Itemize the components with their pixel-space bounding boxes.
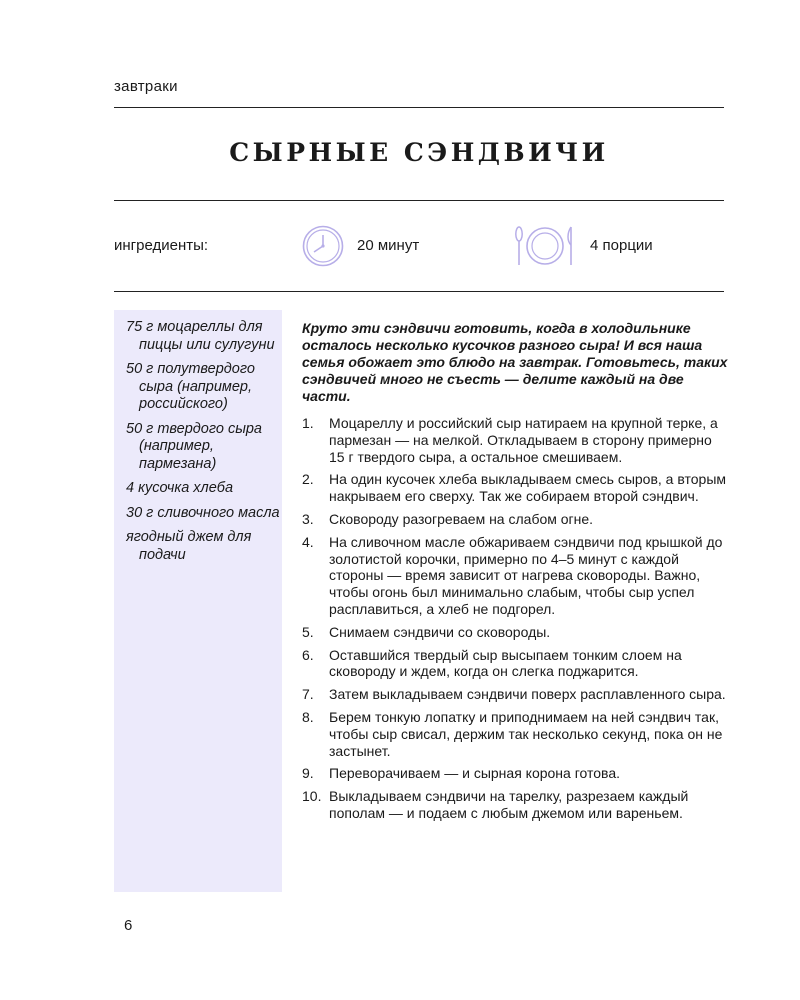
plate-cutlery-icon: [513, 225, 577, 267]
step-item: [302, 788, 728, 822]
page-title: СЫРНЫЕ СЭНДВИЧИ: [229, 138, 609, 167]
step-number: 4.: [302, 533, 314, 550]
intro-text: Круто эти сэндвичи готовить, когда в холодильнике осталось несколько кусочков разного сыра! И вся наша семья обожает это блюдо на завтрак. Готовьтесь, таких сэндвичей много не съесть — делите каждый на две части.: [302, 320, 728, 404]
step-text: Снимаем сэндвичи со сковороды.: [329, 623, 551, 640]
step-item: [302, 415, 728, 465]
ingredient-item: 4 кусочка хлеба: [126, 480, 234, 496]
step-item: [302, 709, 728, 759]
step-text: Затем выкладываем сэндвичи поверх расплавленного сыра.: [329, 686, 726, 703]
ingredient-item: 30 г сливочного масла: [126, 504, 280, 521]
step-item: [302, 765, 728, 782]
ingredient-item: 50 г твердого сыра (например, пармезана): [126, 420, 263, 472]
step-number: 3.: [302, 510, 314, 527]
cooking-time: 20 минут: [357, 237, 420, 254]
step-item: [302, 534, 728, 618]
step-number: 10.: [302, 788, 322, 805]
clock-icon: [302, 225, 344, 267]
ingredient-item: 50 г полутвердого сыра (например, российского): [126, 361, 255, 412]
step-item: [302, 511, 728, 528]
step-item: [302, 686, 728, 703]
step-number: 7.: [302, 686, 314, 703]
step-number: 2.: [302, 471, 314, 488]
step-list: [302, 415, 728, 822]
ingredient-item: ягодный джем для подачи: [126, 529, 252, 563]
step-number: 9.: [302, 765, 314, 782]
step-text: Оставшийся твердый сыр высыпаем тонким слоем на сковороду и ждем, когда он слегка поджарится.: [329, 646, 682, 680]
step-number: 6.: [302, 646, 314, 663]
step-number: 5.: [302, 623, 314, 640]
step-text: На сливочном масле обжариваем сэндвичи под крышкой до золотистой корочки, примерно по 4–5 минут с каждой стороны — время зависит от нагрева сковороды. Важно, чтобы огонь был минимально слабым, чтобы сыр успел расплавиться, а хлеб не подгорел.: [329, 533, 723, 617]
divider-title: [114, 200, 724, 201]
section-label: завтраки: [114, 78, 178, 95]
step-text: Переворачиваем — и сырная корона готова.: [329, 765, 620, 782]
step-text: Моцареллу и российский сыр натираем на крупной терке, а пармезан — на мелкой. Откладываем в сторону примерно 15 г твердого сыра, а остальное смешиваем.: [329, 415, 718, 465]
step-text: Берем тонкую лопатку и приподнимаем на ней сэндвич так, чтобы сыр свисал, держим так несколько секунд, пока он не застынет.: [329, 708, 723, 759]
step-text: Сковороду разогреваем на слабом огне.: [329, 510, 594, 527]
recipe-body: [302, 320, 728, 828]
step-number: 1.: [302, 415, 314, 431]
ingredients-label: ингредиенты:: [114, 237, 209, 254]
page-number: 6: [124, 917, 133, 934]
step-item: [302, 647, 728, 681]
step-text: На один кусочек хлеба выкладываем смесь сыров, а вторым накрываем его сверху. Так же собираем второй сэндвич.: [329, 471, 727, 505]
step-item: [302, 624, 728, 641]
ingredient-list: [114, 310, 282, 564]
step-number: 8.: [302, 708, 314, 725]
divider-top: [114, 107, 724, 108]
step-item: [302, 471, 728, 505]
ingredient-item: 75 г моцареллы для пиццы или сулугуни: [126, 319, 275, 353]
ingredients-panel: [114, 310, 282, 892]
servings: 4 порции: [590, 237, 653, 254]
divider-info: [114, 291, 724, 292]
step-text: Выкладываем сэндвичи на тарелку, разрезаем каждый пополам — и подаем с любым джемом или вареньем.: [329, 788, 689, 821]
